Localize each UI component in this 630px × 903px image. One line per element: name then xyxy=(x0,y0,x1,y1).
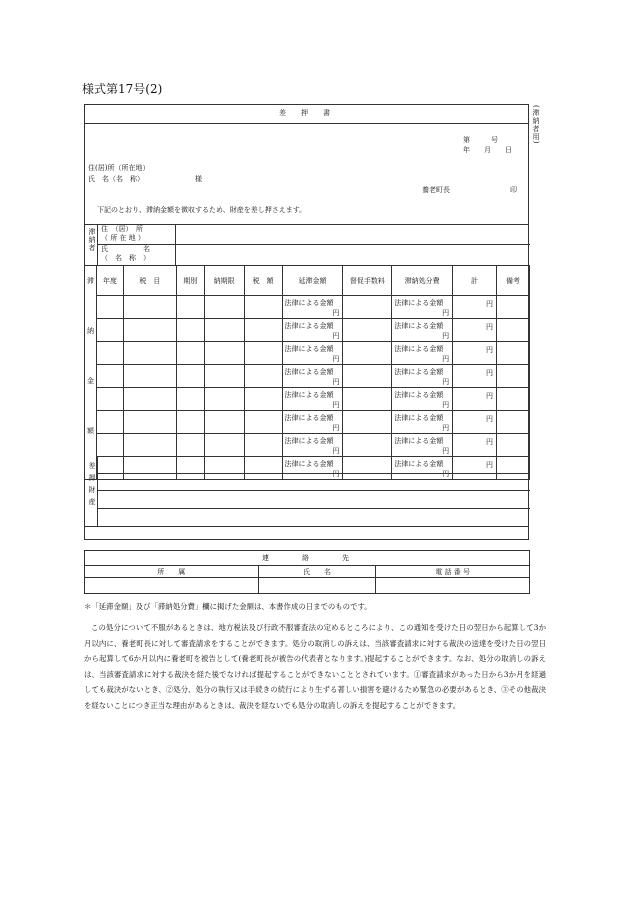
yen-unit: 円 xyxy=(486,300,493,308)
yen-unit: 円 xyxy=(442,378,450,386)
arrears-cell xyxy=(343,457,392,480)
yen-unit: 円 xyxy=(486,438,493,446)
arrears-side-char: 金 xyxy=(86,377,94,385)
arrears-cell xyxy=(123,319,176,342)
arrears-cell xyxy=(453,365,497,388)
arrears-cell xyxy=(96,434,123,457)
arrears-header: 納期限 xyxy=(204,266,244,296)
arrears-cell xyxy=(176,296,204,319)
arrears-cell xyxy=(244,411,282,434)
arrears-cell xyxy=(204,434,244,457)
arrears-header: 備考 xyxy=(497,266,530,296)
yen-unit: 円 xyxy=(486,461,493,469)
arrears-cell xyxy=(96,457,123,480)
arrears-cell xyxy=(453,434,497,457)
taxpayer-name-label-1: 氏 名 xyxy=(101,245,150,253)
arrears-cell xyxy=(343,342,392,365)
legal-amount-label: 法律による金額 xyxy=(284,460,334,468)
yen-unit: 円 xyxy=(442,424,450,432)
arrears-cell xyxy=(453,342,497,365)
yen-unit: 円 xyxy=(332,309,340,317)
legal-amount-label: 法律による金額 xyxy=(394,345,444,353)
contact-table xyxy=(84,550,530,594)
seized-line-3 xyxy=(97,508,530,509)
arrears-cell xyxy=(123,457,176,480)
yen-unit: 円 xyxy=(332,332,340,340)
legal-amount-label: 法律による金額 xyxy=(394,299,444,307)
arrears-cell xyxy=(176,388,204,411)
arrears-cell xyxy=(392,342,453,365)
form-title: 差 押 書 xyxy=(279,109,334,117)
arrears-cell xyxy=(453,411,497,434)
legal-amount-label: 法律による金額 xyxy=(284,414,334,422)
mayor-label: 養老町長 xyxy=(422,186,450,194)
arrears-cell xyxy=(204,319,244,342)
contact-header-phone: 電 話 番 号 xyxy=(376,566,530,578)
yen-unit: 円 xyxy=(442,447,450,455)
arrears-cell xyxy=(176,434,204,457)
yen-unit: 円 xyxy=(332,424,340,432)
seized-line-2 xyxy=(97,490,530,491)
taxpayer-row-divider xyxy=(97,244,530,245)
arrears-header: 延滞金額 xyxy=(282,266,343,296)
arrears-cell xyxy=(176,342,204,365)
address-label: 住(居)所（所在地） xyxy=(88,164,150,172)
arrears-cell xyxy=(497,342,530,365)
arrears-cell xyxy=(204,365,244,388)
arrears-cell xyxy=(343,365,392,388)
yen-unit: 円 xyxy=(486,369,493,377)
arrears-cell xyxy=(392,388,453,411)
arrears-cell xyxy=(96,296,123,319)
notice-text: この処分について不服があるときは、地方税法及び行政不服審査法の定めるところにより、この通知を受けた日の翌日から起算して3か月以内に、養老町長に対して審査請求をすることができます。処分の取消しの訴えは、当該審査請求に対する裁決の送達を受けた日の翌日から起算して6か月以内に養老町を被告として(養老町長が被告の代表者となります。)提起することができます。なお、処分の取消しの訴えは、当該審査請求に対する裁決を経た後でなければ提起することができないこととされています。①審査請求があった日から3か月を経過しても裁決がないとき、②処分、処分の執行又は手続きの続行により生ずる著しい損害を避けるため緊急の必要があるとき、③その他裁決を経ないことにつき正当な理由があるときは、裁決を経ないでも処分の取消しの訴えを提起することができます。 xyxy=(84,623,546,710)
arrears-cell xyxy=(244,342,282,365)
arrears-cell xyxy=(176,365,204,388)
seized-bottom-line xyxy=(85,526,528,527)
arrears-cell xyxy=(282,411,343,434)
arrears-cell xyxy=(204,411,244,434)
arrears-cell xyxy=(96,319,123,342)
legal-amount-label: 法律による金額 xyxy=(284,437,334,445)
table-row xyxy=(85,457,530,480)
arrears-cell xyxy=(123,342,176,365)
yen-unit: 円 xyxy=(332,401,340,409)
arrears-cell xyxy=(497,434,530,457)
yen-unit: 円 xyxy=(332,447,340,455)
number-label: 第 号 xyxy=(463,136,498,144)
legal-amount-label: 法律による金額 xyxy=(394,437,444,445)
taxpayer-side-label: 滞納者 xyxy=(88,228,96,252)
contact-name-cell xyxy=(258,578,376,594)
main-form xyxy=(84,104,529,540)
arrears-cell xyxy=(204,296,244,319)
arrears-cell xyxy=(96,365,123,388)
arrears-table xyxy=(84,265,530,480)
arrears-cell xyxy=(497,296,530,319)
arrears-cell xyxy=(497,388,530,411)
arrears-cell xyxy=(123,388,176,411)
arrears-cell xyxy=(282,365,343,388)
arrears-cell xyxy=(497,411,530,434)
arrears-header: 税 額 xyxy=(244,266,282,296)
yen-unit: 円 xyxy=(442,401,450,409)
contact-phone-cell xyxy=(376,578,530,594)
arrears-header: 滞納処分費 xyxy=(392,266,453,296)
arrears-side-char: 納 xyxy=(86,327,94,335)
arrears-cell xyxy=(176,457,204,480)
arrears-cell xyxy=(244,365,282,388)
arrears-cell xyxy=(392,457,453,480)
yen-unit: 円 xyxy=(486,323,493,331)
seized-side-cell xyxy=(85,456,98,526)
contact-header-name: 氏 名 xyxy=(258,566,376,578)
arrears-cell xyxy=(282,388,343,411)
arrears-cell xyxy=(343,411,392,434)
arrears-side-char: 滞 xyxy=(86,277,94,285)
footnote: ＊「延滞金額」及び「滞納処分費」欄に掲げた金額は、本書作成の日までのものです。 xyxy=(84,602,372,611)
arrears-cell xyxy=(392,365,453,388)
arrears-side-cell xyxy=(85,266,97,480)
arrears-cell xyxy=(96,388,123,411)
arrears-cell xyxy=(453,296,497,319)
arrears-cell xyxy=(392,411,453,434)
arrears-cell xyxy=(392,296,453,319)
yen-unit: 円 xyxy=(332,470,340,478)
table-row xyxy=(85,319,530,342)
legal-amount-label: 法律による金額 xyxy=(284,368,334,376)
arrears-header: 年度 xyxy=(96,266,123,296)
arrears-cell xyxy=(453,457,497,480)
table-row xyxy=(85,434,530,457)
arrears-cell xyxy=(453,319,497,342)
yen-unit: 円 xyxy=(442,355,450,363)
legal-amount-label: 法律による金額 xyxy=(284,299,334,307)
taxpayer-address-label-2: （ 所 在 地 ） xyxy=(101,234,145,242)
arrears-cell xyxy=(282,434,343,457)
table-row xyxy=(85,388,530,411)
arrears-header: 税 目 xyxy=(123,266,176,296)
intro-text: 下記のとおり、滞納金額を徴収するため、財産を差し押さえます。 xyxy=(97,206,307,214)
arrears-cell xyxy=(392,434,453,457)
yen-unit: 円 xyxy=(332,355,340,363)
contact-header-dept: 所 属 xyxy=(85,566,259,578)
arrears-header: 督促手数料 xyxy=(343,266,392,296)
contact-title: 連 絡 先 xyxy=(85,551,530,566)
arrears-cell xyxy=(96,411,123,434)
seal-mark: 印 xyxy=(510,186,517,194)
yen-unit: 円 xyxy=(486,392,493,400)
arrears-cell xyxy=(96,342,123,365)
arrears-cell xyxy=(244,296,282,319)
seized-line-1 xyxy=(97,473,530,474)
yen-unit: 円 xyxy=(442,332,450,340)
table-row xyxy=(85,342,530,365)
yen-unit: 円 xyxy=(442,309,450,317)
form-number: 様式第17号(2) xyxy=(82,82,163,96)
taxpayer-address-label-1: 住 （居） 所 xyxy=(101,225,143,233)
legal-amount-label: 法律による金額 xyxy=(284,322,334,330)
taxpayer-name-label-2: （ 名 称 ） xyxy=(101,254,150,262)
legal-amount-label: 法律による金額 xyxy=(394,322,444,330)
arrears-cell xyxy=(176,411,204,434)
arrears-cell xyxy=(244,388,282,411)
arrears-cell xyxy=(204,388,244,411)
arrears-cell xyxy=(282,319,343,342)
table-row xyxy=(85,296,530,319)
arrears-header: 計 xyxy=(453,266,497,296)
legal-amount-label: 法律による金額 xyxy=(394,368,444,376)
arrears-cell xyxy=(282,296,343,319)
date-label: 年 月 日 xyxy=(463,146,512,154)
seized-property-label: 差押財産 xyxy=(88,462,96,510)
arrears-cell xyxy=(123,411,176,434)
arrears-cell xyxy=(497,457,530,480)
legal-amount-label: 法律による金額 xyxy=(284,345,334,353)
arrears-cell xyxy=(282,457,343,480)
title-divider xyxy=(85,123,528,124)
arrears-side-char: 額 xyxy=(86,427,94,435)
table-row xyxy=(85,411,530,434)
legal-amount-label: 法律による金額 xyxy=(394,414,444,422)
arrears-cell xyxy=(343,434,392,457)
arrears-cell xyxy=(204,457,244,480)
honorific: 様 xyxy=(195,175,202,183)
name-label: 氏 名（名 称） xyxy=(88,175,144,183)
contact-dept-cell xyxy=(85,578,259,594)
arrears-cell xyxy=(244,457,282,480)
yen-unit: 円 xyxy=(332,378,340,386)
arrears-cell xyxy=(204,342,244,365)
arrears-header: 期別 xyxy=(176,266,204,296)
side-note: (滞納者用) xyxy=(532,105,540,145)
arrears-cell xyxy=(176,319,204,342)
arrears-cell xyxy=(343,296,392,319)
arrears-cell xyxy=(123,365,176,388)
yen-unit: 円 xyxy=(486,415,493,423)
arrears-cell xyxy=(453,388,497,411)
table-row xyxy=(85,365,530,388)
yen-unit: 円 xyxy=(442,470,450,478)
legal-amount-label: 法律による金額 xyxy=(394,391,444,399)
arrears-cell xyxy=(497,365,530,388)
arrears-cell xyxy=(123,434,176,457)
arrears-cell xyxy=(244,434,282,457)
arrears-cell xyxy=(282,342,343,365)
arrears-cell xyxy=(392,319,453,342)
arrears-cell xyxy=(343,388,392,411)
arrears-cell xyxy=(244,319,282,342)
arrears-cell xyxy=(123,296,176,319)
arrears-cell xyxy=(343,319,392,342)
legal-amount-label: 法律による金額 xyxy=(394,460,444,468)
yen-unit: 円 xyxy=(486,346,493,354)
arrears-cell xyxy=(497,319,530,342)
legal-amount-label: 法律による金額 xyxy=(284,391,334,399)
